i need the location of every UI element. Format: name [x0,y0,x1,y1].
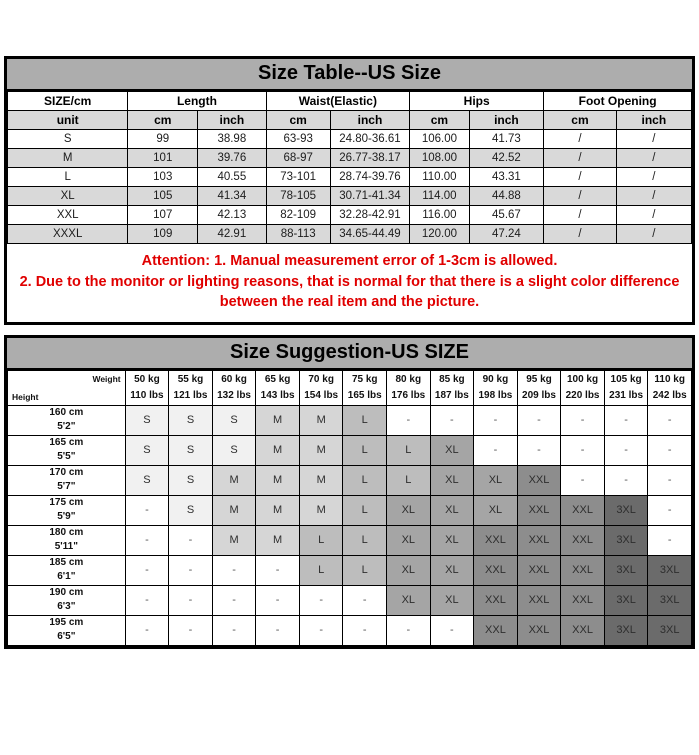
weight-kg-label: 80 kg [395,373,422,385]
measurement-cell: / [544,130,617,149]
size-suggestion-cell: - [125,525,169,555]
size-suggestion-cell: - [517,435,561,465]
weight-kg-label: 100 kg [566,373,599,385]
weight-kg-label: 85 kg [439,373,465,385]
height-row [8,465,692,495]
size-column-header: SIZE/cm [8,92,128,111]
size-row [8,187,692,206]
measurement-cell: 41.73 [469,130,544,149]
size-suggestion-cell: - [430,615,474,645]
weight-header-cell [561,370,605,405]
size-suggestion-cell: XXL [561,525,605,555]
measurement-cell: 109 [128,225,198,244]
measurement-cell: 106.00 [410,130,470,149]
height-row [8,435,692,465]
measurement-cell: 34.65-44.49 [330,225,409,244]
size-table-section [4,56,695,325]
attention-line-1: Attention: 1. Manual measurement error of 1-3cm is allowed. [141,253,558,269]
size-suggestion-cell: - [169,585,213,615]
size-suggestion-cell: XL [430,495,474,525]
size-suggestion-section [4,335,695,649]
measurement-cell: 103 [128,168,198,187]
size-suggestion-cell: M [299,465,343,495]
height-cm-label: 165 cm [49,437,84,449]
height-row [8,555,692,585]
size-suggestion-cell: M [212,465,256,495]
size-chart-page [0,56,699,755]
measurement-cell: 82-109 [266,206,330,225]
size-suggestion-cell: M [256,405,300,435]
size-suggestion-cell: - [125,615,169,645]
size-suggestion-cell: 3XL [604,555,648,585]
size-suggestion-cell: XL [387,555,431,585]
height-ft-label: 5'7" [57,481,76,493]
size-suggestion-cell: 3XL [604,615,648,645]
size-suggestion-cell: XL [430,525,474,555]
measurement-cell: 73-101 [266,168,330,187]
measurement-cell: / [544,168,617,187]
column-group-label: Length [128,92,266,111]
weight-header-cell [299,370,343,405]
measurement-cell: 38.98 [198,130,266,149]
measurement-cell: 105 [128,187,198,206]
weight-header-row [8,370,692,405]
size-suggestion-cell: - [212,585,256,615]
height-header-cell [8,615,126,645]
size-suggestion-cell: - [517,405,561,435]
measurement-cell: 78-105 [266,187,330,206]
size-suggestion-cell: S [125,465,169,495]
size-suggestion-cell: L [343,555,387,585]
size-suggestion-cell: S [125,405,169,435]
column-group-label: Foot Opening [544,92,692,111]
weight-kg-label: 75 kg [351,373,378,385]
size-suggestion-cell: S [212,435,256,465]
weight-kg-label: 55 kg [177,373,204,385]
size-label-cell: S [8,130,128,149]
size-suggestion-cell: - [648,405,692,435]
size-row [8,130,692,149]
unit-label-cell: unit [8,111,128,130]
measurement-cell: 26.77-38.17 [330,149,409,168]
height-cm-label: 160 cm [49,407,84,419]
size-suggestion-cell: S [169,495,213,525]
size-suggestion-cell: L [343,435,387,465]
size-label-cell: XXL [8,206,128,225]
measurement-cell: 41.34 [198,187,266,206]
height-cm-label: 170 cm [49,467,84,479]
unit-subheader: inch [469,111,544,130]
size-suggestion-cell: - [387,405,431,435]
height-ft-label: 6'5" [57,631,76,643]
measurement-cell: 42.52 [469,149,544,168]
size-suggestion-cell: - [299,585,343,615]
size-suggestion-cell: XXL [517,585,561,615]
size-row [8,168,692,187]
size-suggestion-cell: M [212,495,256,525]
height-ft-label: 5'5" [57,451,76,463]
attention-line-2: 2. Due to the monitor or lighting reasons, that is normal for that there is a slight color difference [19,273,680,290]
size-row [8,149,692,168]
measurement-cell: / [544,206,617,225]
weight-kg-label: 95 kg [526,373,552,385]
measurement-cell: / [544,225,617,244]
height-ft-label: 5'2" [57,421,76,433]
size-suggestion-cell: XXL [561,585,605,615]
size-suggestion-cell: M [256,495,300,525]
weight-header-cell [343,370,387,405]
weight-header-cell [387,370,431,405]
size-suggestion-cell: - [212,615,256,645]
weight-lbs-label: 209 lbs [522,389,556,401]
measurement-cell: / [544,149,617,168]
height-row [8,525,692,555]
size-suggestion-title: Size Suggestion-US SIZE [7,338,692,370]
corner-height-label: Height [12,391,39,402]
size-label-cell: XXXL [8,225,128,244]
size-suggestion-cell: M [256,435,300,465]
height-header-cell [8,405,126,435]
measurement-cell: / [616,168,691,187]
weight-kg-label: 65 kg [264,373,291,385]
size-suggestion-cell: - [561,465,605,495]
corner-weight-label: Weight [92,373,121,384]
size-suggestion-cell: - [648,435,692,465]
weight-header-cell [474,370,518,405]
size-suggestion-cell: XL [387,525,431,555]
weight-kg-label: 70 kg [308,373,334,385]
weight-lbs-label: 176 lbs [391,389,426,401]
weight-header-cell [169,370,213,405]
height-ft-label: 6'1" [57,571,76,583]
size-suggestion-cell: - [343,615,387,645]
measurement-cell: / [616,149,691,168]
size-suggestion-cell: L [343,495,387,525]
size-suggestion-cell: XXL [561,615,605,645]
size-table-body [8,130,692,244]
size-suggestion-cell: - [343,585,387,615]
size-suggestion-cell: XXL [517,615,561,645]
measurement-cell: / [616,187,691,206]
unit-subheader: inch [616,111,691,130]
size-suggestion-cell: - [212,555,256,585]
unit-subheader: cm [410,111,470,130]
size-suggestion-cell: L [343,525,387,555]
height-header-cell [8,525,126,555]
size-suggestion-cell: L [299,555,343,585]
size-suggestion-cell: - [604,435,648,465]
height-ft-label: 5'11" [54,541,78,553]
weight-lbs-label: 154 lbs [304,389,339,401]
weight-lbs-label: 165 lbs [347,389,382,401]
size-label-cell: L [8,168,128,187]
size-suggestion-cell: - [430,405,474,435]
weight-header-cell [604,370,648,405]
unit-subheader: inch [330,111,409,130]
size-suggestion-cell: M [299,405,343,435]
unit-subheader: cm [544,111,617,130]
height-cm-label: 195 cm [49,617,84,629]
height-header-cell [8,435,126,465]
size-suggestion-cell: XL [387,585,431,615]
size-suggestion-cell: S [125,435,169,465]
size-suggestion-cell: S [212,405,256,435]
size-suggestion-cell: XXL [517,555,561,585]
height-row [8,405,692,435]
size-suggestion-cell: XXL [517,465,561,495]
measurement-cell: 101 [128,149,198,168]
size-suggestion-cell: XL [430,465,474,495]
size-suggestion-cell: 3XL [648,555,692,585]
size-suggestion-cell: XL [474,495,518,525]
size-suggestion-cell: M [212,525,256,555]
size-suggestion-cell: XXL [517,495,561,525]
measurement-cell: 42.13 [198,206,266,225]
size-suggestion-cell: M [299,435,343,465]
size-suggestion-cell: - [256,615,300,645]
measurement-cell: 114.00 [410,187,470,206]
size-suggestion-cell: XXL [474,525,518,555]
size-suggestion-table [7,370,692,646]
measurement-cell: 88-113 [266,225,330,244]
height-row [8,615,692,645]
size-suggestion-cell: L [343,465,387,495]
measurement-cell: 110.00 [410,168,470,187]
size-suggestion-cell: XL [430,585,474,615]
measurement-cell: 68-97 [266,149,330,168]
weight-lbs-label: 121 lbs [173,389,208,401]
weight-lbs-label: 110 lbs [130,389,164,401]
size-label-cell: M [8,149,128,168]
height-header-cell [8,495,126,525]
size-suggestion-cell: XL [474,465,518,495]
size-suggestion-cell: - [474,435,518,465]
size-suggestion-cell: - [604,405,648,435]
size-suggestion-cell: XXL [474,555,518,585]
size-suggestion-cell: - [648,465,692,495]
size-suggestion-cell: 3XL [604,585,648,615]
weight-header-cell [430,370,474,405]
size-suggestion-cell: XXL [474,585,518,615]
size-suggestion-cell: - [169,555,213,585]
attention-line-3: between the real item and the picture. [219,294,480,311]
unit-subheader: cm [266,111,330,130]
size-suggestion-cell: L [387,465,431,495]
size-suggestion-cell: - [604,465,648,495]
height-cm-label: 185 cm [49,557,84,569]
size-suggestion-cell: 3XL [604,525,648,555]
measurement-cell: 30.71-41.34 [330,187,409,206]
weight-lbs-label: 220 lbs [565,389,600,401]
column-group-label: Hips [410,92,544,111]
unit-subheader: inch [198,111,266,130]
height-cm-label: 190 cm [49,587,84,599]
measurement-cell: 32.28-42.91 [330,206,409,225]
size-suggestion-cell: 3XL [648,615,692,645]
size-suggestion-body [8,405,692,645]
measurement-cell: / [616,130,691,149]
size-suggestion-cell: M [256,525,300,555]
size-suggestion-cell: M [299,495,343,525]
height-row [8,585,692,615]
weight-kg-label: 60 kg [221,373,247,385]
weight-lbs-label: 143 lbs [260,389,295,401]
size-suggestion-cell: L [387,435,431,465]
size-suggestion-cell: L [343,405,387,435]
size-suggestion-cell: 3XL [648,585,692,615]
size-suggestion-cell: - [256,585,300,615]
weight-header-cell [648,370,692,405]
measurement-cell: 107 [128,206,198,225]
weight-header-cell [125,370,169,405]
size-suggestion-cell: - [648,495,692,525]
size-suggestion-cell: S [169,435,213,465]
size-suggestion-cell: - [169,525,213,555]
weight-lbs-label: 231 lbs [609,389,644,401]
size-table-group-header-row [8,92,692,111]
unit-subheader: cm [128,111,198,130]
weight-kg-label: 105 kg [610,373,642,385]
measurement-cell: 28.74-39.76 [330,168,409,187]
measurement-cell: / [544,187,617,206]
weight-height-corner-cell [8,370,126,405]
size-suggestion-cell: - [387,615,431,645]
size-row [8,225,692,244]
size-suggestion-cell: 3XL [604,495,648,525]
size-suggestion-cell: M [256,465,300,495]
weight-kg-label: 50 kg [134,373,160,385]
measurement-cell: 43.31 [469,168,544,187]
column-group-label: Waist(Elastic) [266,92,410,111]
size-suggestion-cell: - [299,615,343,645]
size-suggestion-cell: XXL [561,495,605,525]
height-ft-label: 5'9" [57,511,76,523]
measurement-cell: 40.55 [198,168,266,187]
height-header-cell [8,465,126,495]
height-header-cell [8,555,126,585]
size-row [8,206,692,225]
measurement-cell: 44.88 [469,187,544,206]
size-table [7,91,692,244]
measurement-cell: / [616,206,691,225]
size-suggestion-cell: - [561,405,605,435]
size-suggestion-cell: - [125,495,169,525]
height-ft-label: 6'3" [57,601,76,613]
measurement-cell: 45.67 [469,206,544,225]
height-cm-label: 175 cm [49,497,84,509]
measurement-cell: 24.80-36.61 [330,130,409,149]
size-suggestion-cell: - [648,525,692,555]
attention-notice [7,244,692,322]
weight-kg-label: 110 kg [654,373,685,385]
size-suggestion-cell: XXL [517,525,561,555]
measurement-cell: 99 [128,130,198,149]
size-suggestion-cell: - [256,555,300,585]
weight-lbs-label: 198 lbs [478,389,513,401]
measurement-cell: 42.91 [198,225,266,244]
height-header-cell [8,585,126,615]
weight-lbs-label: 187 lbs [434,389,469,401]
height-row [8,495,692,525]
size-suggestion-cell: - [125,585,169,615]
measurement-cell: 108.00 [410,149,470,168]
measurement-cell: / [616,225,691,244]
measurement-cell: 116.00 [410,206,470,225]
size-suggestion-cell: XXL [561,555,605,585]
size-table-title: Size Table--US Size [7,59,692,91]
size-suggestion-cell: L [299,525,343,555]
size-suggestion-cell: S [169,465,213,495]
measurement-cell: 47.24 [469,225,544,244]
weight-header-cell [517,370,561,405]
measurement-cell: 63-93 [266,130,330,149]
size-table-unit-row [8,111,692,130]
size-suggestion-cell: - [125,555,169,585]
size-suggestion-cell: - [169,615,213,645]
height-cm-label: 180 cm [49,527,84,539]
size-suggestion-cell: XL [430,555,474,585]
measurement-cell: 120.00 [410,225,470,244]
size-label-cell: XL [8,187,128,206]
weight-kg-label: 90 kg [482,373,509,385]
size-suggestion-cell: S [169,405,213,435]
size-suggestion-cell: XXL [474,615,518,645]
size-suggestion-cell: - [561,435,605,465]
measurement-cell: 39.76 [198,149,266,168]
size-suggestion-cell: XL [430,435,474,465]
weight-header-cell [212,370,256,405]
weight-lbs-label: 132 lbs [217,389,251,401]
size-suggestion-cell: XL [387,495,431,525]
weight-header-cell [256,370,300,405]
weight-lbs-label: 242 lbs [652,389,687,401]
size-suggestion-cell: - [474,405,518,435]
